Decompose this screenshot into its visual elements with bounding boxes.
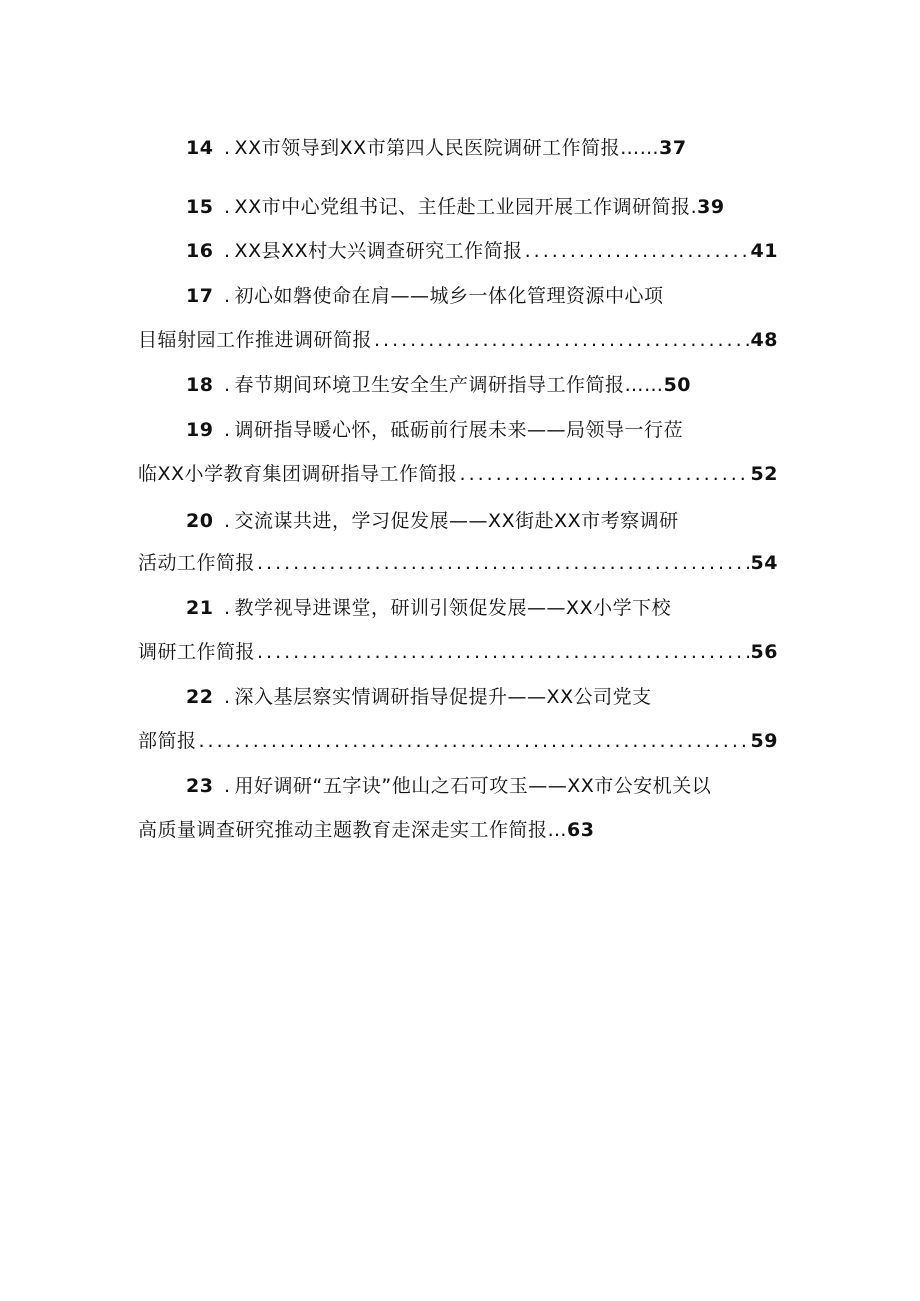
toc-entry-title: 春节期间环境卫生安全生产调研指导工作简报…… bbox=[234, 374, 664, 396]
toc-entry-14[interactable] bbox=[186, 133, 778, 163]
toc-entry-separator: . bbox=[224, 285, 231, 307]
toc-entry-23[interactable] bbox=[186, 771, 778, 801]
toc-entry-number: 18 bbox=[186, 374, 214, 396]
toc-entry-title: XX县XX村大兴调查研究工作简报 bbox=[234, 240, 523, 262]
toc-entry-15[interactable] bbox=[186, 192, 778, 222]
toc-entry-title: XX市领导到XX市第四人民医院调研工作简报…… bbox=[234, 137, 660, 159]
toc-leader-dots bbox=[257, 637, 749, 667]
toc-entry-separator: . bbox=[224, 240, 231, 262]
toc-entry-16[interactable] bbox=[186, 236, 778, 266]
toc-entry-title: 教学视导进课堂，研训引领促发展——XX小学下校 bbox=[234, 597, 672, 619]
toc-entry-18[interactable] bbox=[186, 370, 778, 400]
toc-entry-page: 48 bbox=[750, 329, 778, 351]
toc-entry-number: 15 bbox=[186, 196, 214, 218]
toc-entry-17[interactable] bbox=[186, 281, 778, 311]
toc-entry-title: 深入基层察实情调研指导促提升——XX公司党支 bbox=[234, 686, 652, 708]
toc-leader-dots bbox=[525, 236, 749, 266]
toc-entry-19[interactable] bbox=[186, 415, 778, 445]
toc-entry-page: 39 bbox=[697, 196, 725, 218]
toc-entry-page: 50 bbox=[663, 374, 692, 396]
toc-leader-dots bbox=[374, 325, 749, 355]
toc-entry-separator: . bbox=[224, 196, 231, 218]
toc-leader-dots bbox=[199, 726, 749, 756]
toc-entry-separator: . bbox=[224, 374, 231, 396]
toc-entry-19-continuation[interactable] bbox=[138, 459, 778, 489]
toc-entry-title: 用好调研“五字诀”他山之石可攻玉——XX市公安机关以 bbox=[234, 775, 712, 797]
toc-entry-number: 19 bbox=[186, 419, 214, 441]
toc-entry-title: 高质量调查研究推动主题教育走深走实工作简报… bbox=[138, 819, 568, 841]
toc-entry-title: 调研指导暖心怀，砥砺前行展未来——局领导一行莅 bbox=[234, 419, 684, 441]
toc-entry-page: 41 bbox=[750, 240, 778, 262]
toc-entry-separator: . bbox=[224, 686, 231, 708]
toc-entry-title: 目辐射园工作推进调研简报 bbox=[138, 329, 373, 351]
toc-leader-dots bbox=[257, 548, 749, 578]
toc-entry-20-continuation[interactable] bbox=[138, 548, 778, 578]
toc-entry-title: 初心如磐使命在肩——城乡一体化管理资源中心项 bbox=[234, 285, 664, 307]
toc-entry-separator: . bbox=[224, 137, 231, 159]
toc-entry-separator: . bbox=[224, 510, 231, 532]
toc-entry-page: 52 bbox=[750, 463, 778, 485]
toc-entry-number: 14 bbox=[186, 137, 214, 159]
toc-entry-number: 16 bbox=[186, 240, 214, 262]
toc-entry-20[interactable] bbox=[186, 506, 778, 536]
toc-entry-page: 63 bbox=[567, 819, 595, 841]
toc-entry-17-continuation[interactable] bbox=[138, 325, 778, 355]
toc-entry-23-continuation[interactable] bbox=[138, 815, 778, 845]
toc-entry-separator: . bbox=[224, 775, 231, 797]
toc-entry-number: 20 bbox=[186, 510, 214, 532]
toc-entry-21[interactable] bbox=[186, 593, 778, 623]
toc-entry-page: 56 bbox=[750, 641, 778, 663]
toc-entry-title: 交流谋共进，学习促发展——XX街赴XX市考察调研 bbox=[234, 510, 679, 532]
toc-entry-number: 22 bbox=[186, 686, 214, 708]
toc-leader-dots bbox=[460, 459, 749, 489]
toc-entry-number: 17 bbox=[186, 285, 214, 307]
toc-entry-21-continuation[interactable] bbox=[138, 637, 778, 667]
toc-entry-page: 37 bbox=[659, 137, 687, 159]
toc-entry-page: 54 bbox=[750, 552, 778, 574]
toc-entry-title: 临XX小学教育集团调研指导工作简报 bbox=[138, 463, 458, 485]
toc-entry-title: 调研工作简报 bbox=[138, 641, 256, 663]
toc-entry-title: 活动工作简报 bbox=[138, 552, 256, 574]
toc-entry-22-continuation[interactable] bbox=[138, 726, 778, 756]
toc-entry-number: 21 bbox=[186, 597, 214, 619]
toc-entry-separator: . bbox=[224, 419, 231, 441]
toc-entry-page: 59 bbox=[750, 730, 778, 752]
toc-entry-number: 23 bbox=[186, 775, 214, 797]
toc-entry-22[interactable] bbox=[186, 682, 778, 712]
toc-entry-title: XX市中心党组书记、主任赴工业园开展工作调研简报. bbox=[234, 196, 698, 218]
toc-entry-separator: . bbox=[224, 597, 231, 619]
toc-entry-title: 部简报 bbox=[138, 730, 197, 752]
